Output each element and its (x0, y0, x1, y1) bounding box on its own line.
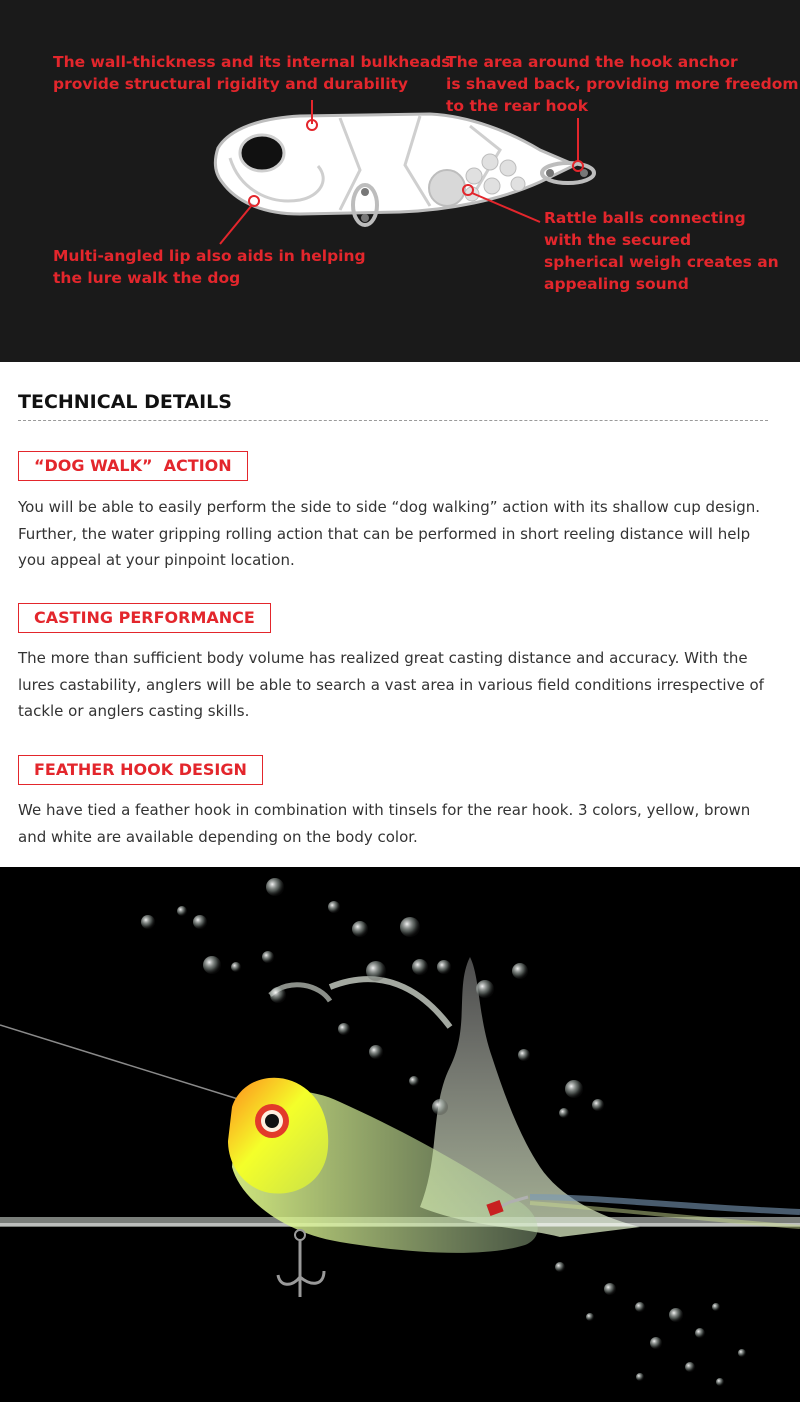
eye-cavity (240, 135, 284, 171)
water-splash-arc (330, 979, 450, 1027)
lure-diagram-panel (0, 0, 800, 362)
belly-hook (278, 1239, 324, 1297)
rattle-ball (511, 177, 525, 191)
rattle-ball (500, 160, 516, 176)
lure-splash-photo (0, 867, 800, 1402)
lip-leader-line (220, 205, 252, 244)
section-title-casting: CASTING PERFORMANCE (18, 603, 271, 633)
rattle-ball (466, 168, 482, 184)
section-title-dog-walk: “DOG WALK” ACTION (18, 451, 248, 481)
section-title-feather-hook: FEATHER HOOK DESIGN (18, 755, 263, 785)
callout-lip: Multi-angled lip also aids in helping the lure walk the dog (53, 247, 366, 287)
rattle-ball (484, 178, 500, 194)
splash-illustration (0, 867, 800, 1402)
rattle-leader-line (472, 193, 540, 222)
water-droplets (141, 878, 604, 1118)
heading-divider (18, 420, 768, 421)
callout-rattle-balls: Rattle balls connecting with the secured spherical weigh creates an appealing sound (544, 209, 779, 293)
section-body-casting: The more than sufficient body volume has realized great casting distance and accuracy. With the lures castability, anglers will be able to search a vast area in various field conditions irrespective of tackle or anglers casting skills. (18, 649, 764, 720)
section-heading: TECHNICAL DETAILS (18, 391, 232, 413)
callout-wall-thickness: The wall-thickness and its internal bulkheads provide structural rigidity and durability (53, 53, 451, 93)
underwater-bubbles (555, 1262, 746, 1386)
rattle-ball (482, 154, 498, 170)
section-body-dog-walk: You will be able to easily perform the side to side “dog walking” action with its shallow cup design. Further, the water gripping rolling action that can be performed in short reeling distance will help you appeal at your pinpoint location. (18, 498, 761, 569)
fishing-line (0, 1025, 238, 1099)
callout-hook-anchor: The area around the hook anchor is shaved back, providing more freedom to the rear hook (446, 53, 799, 115)
weight-ball (429, 170, 465, 206)
section-body-feather-hook: We have tied a feather hook in combination with tinsels for the rear hook. 3 colors, yellow, brown and white are available depending on the body color. (18, 801, 751, 846)
